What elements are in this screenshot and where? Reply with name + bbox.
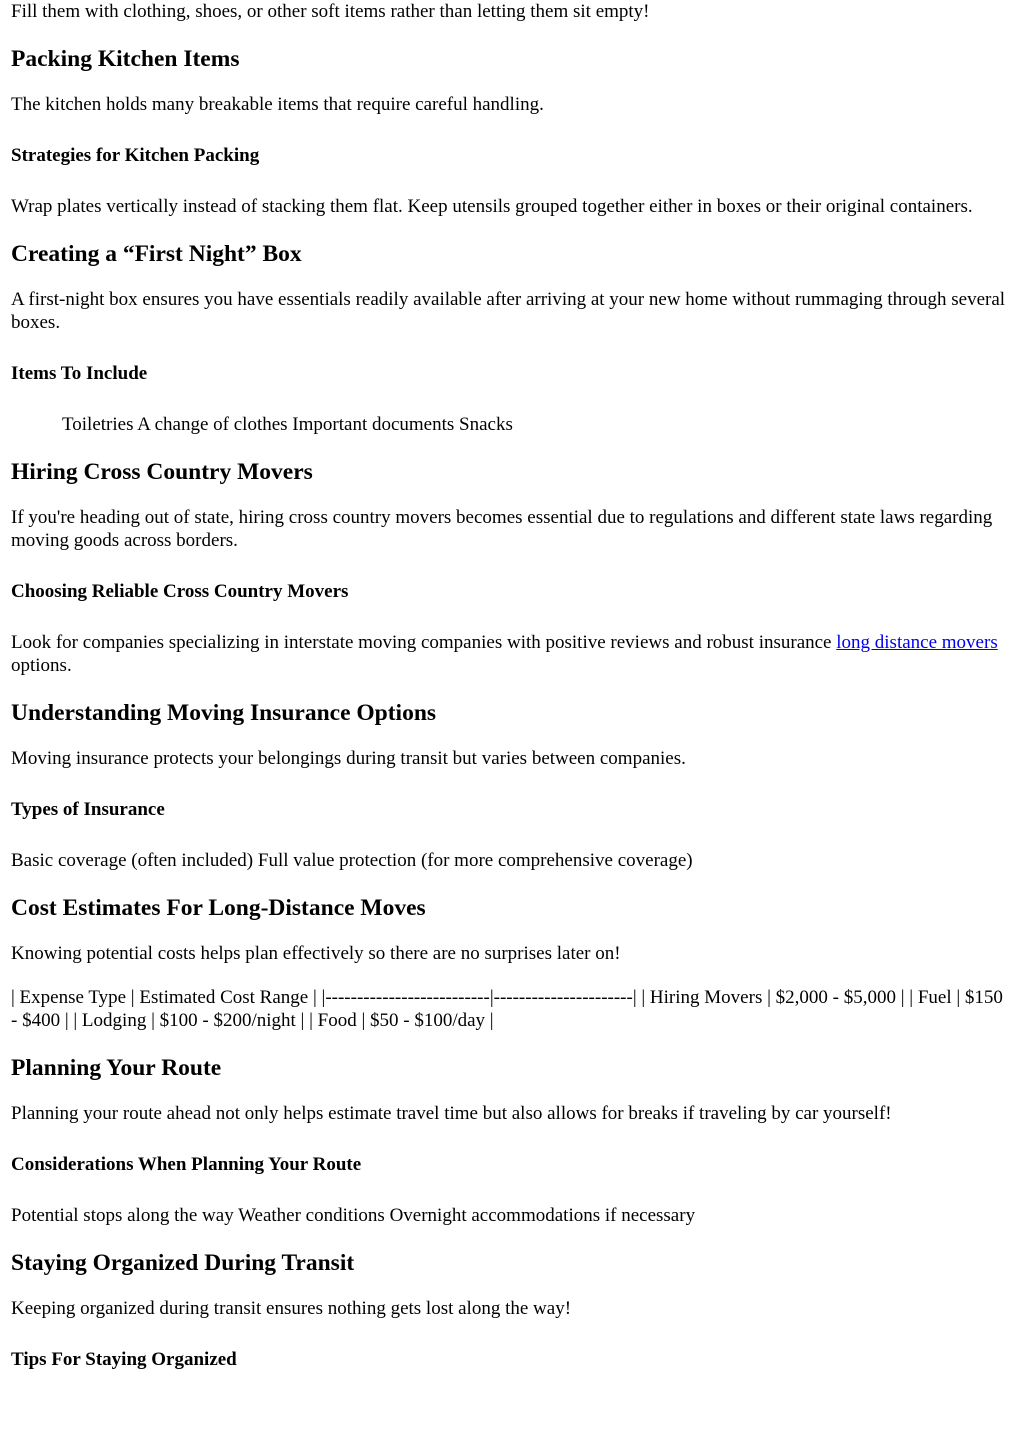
paragraph-cost-estimates: Knowing potential costs helps plan effectively so there are no surprises later on! [11,943,621,964]
heading-planning-your-route: Planning Your Route [11,1055,222,1081]
paragraph-staying-organized: Keeping organized during transit ensures nothing gets lost along the way! [11,1298,572,1319]
paragraph-kitchen-intro: The kitchen holds many breakable items that require careful handling. [11,94,544,115]
subheading-kitchen-strategies: Strategies for Kitchen Packing [11,145,260,166]
paragraph-planning-route: Planning your route ahead not only helps estimate travel time but also allows for breaks if traveling by car yourself! [11,1103,892,1124]
subheading-tips-staying-organized: Tips For Staying Organized [11,1349,237,1370]
paragraph-hiring-movers: If you're heading out of state, hiring cross country movers becomes essential due to regulations and different state laws regarding moving goods across borders. [11,507,993,551]
paragraph-types-of-insurance: Basic coverage (often included) Full value protection (for more comprehensive coverage) [11,850,693,871]
paragraph-first-night-box: A first-night box ensures you have essentials readily available after arriving at your new home without rummaging through several boxes. [11,289,1006,333]
heading-moving-insurance-options: Understanding Moving Insurance Options [11,700,437,726]
subheading-types-of-insurance: Types of Insurance [11,799,165,820]
subheading-items-to-include: Items To Include [11,363,148,384]
paragraph-kitchen-strategies: Wrap plates vertically instead of stacking them flat. Keep utensils grouped together either in boxes or their original containers. [11,196,973,217]
paragraph-moving-insurance: Moving insurance protects your belongings during transit but varies between companies. [11,748,686,769]
heading-hiring-cross-country-movers: Hiring Cross Country Movers [11,459,313,485]
choosing-movers-text-before: Look for companies specializing in interstate moving companies with positive reviews and robust insurance [11,632,837,653]
paragraph-choosing-movers [11,631,1013,677]
cost-table-text: | Expense Type | Estimated Cost Range | |--------------------------|----------------------| | Hiring Movers | $2,000 - $5,000 | | Fuel | $150 - $400 | | Lodging | $100 - $200/night | | Food | $50 - $100/day | [11,987,1003,1031]
long-distance-movers-link[interactable]: long distance movers [836,632,998,653]
intro-tail-paragraph: Fill them with clothing, shoes, or other soft items rather than letting them sit empty! [11,1,650,22]
list-items-to-include: Toiletries A change of clothes Important documents Snacks [62,414,513,435]
choosing-movers-text-after: options. [11,655,72,676]
subheading-choosing-reliable-movers: Choosing Reliable Cross Country Movers [11,581,349,602]
paragraph-route-considerations: Potential stops along the way Weather conditions Overnight accommodations if necessary [11,1205,696,1226]
heading-staying-organized: Staying Organized During Transit [11,1250,355,1276]
heading-cost-estimates: Cost Estimates For Long-Distance Moves [11,895,426,921]
heading-packing-kitchen-items: Packing Kitchen Items [11,46,240,72]
subheading-route-considerations: Considerations When Planning Your Route [11,1154,362,1175]
heading-first-night-box: Creating a “First Night” Box [11,241,302,267]
